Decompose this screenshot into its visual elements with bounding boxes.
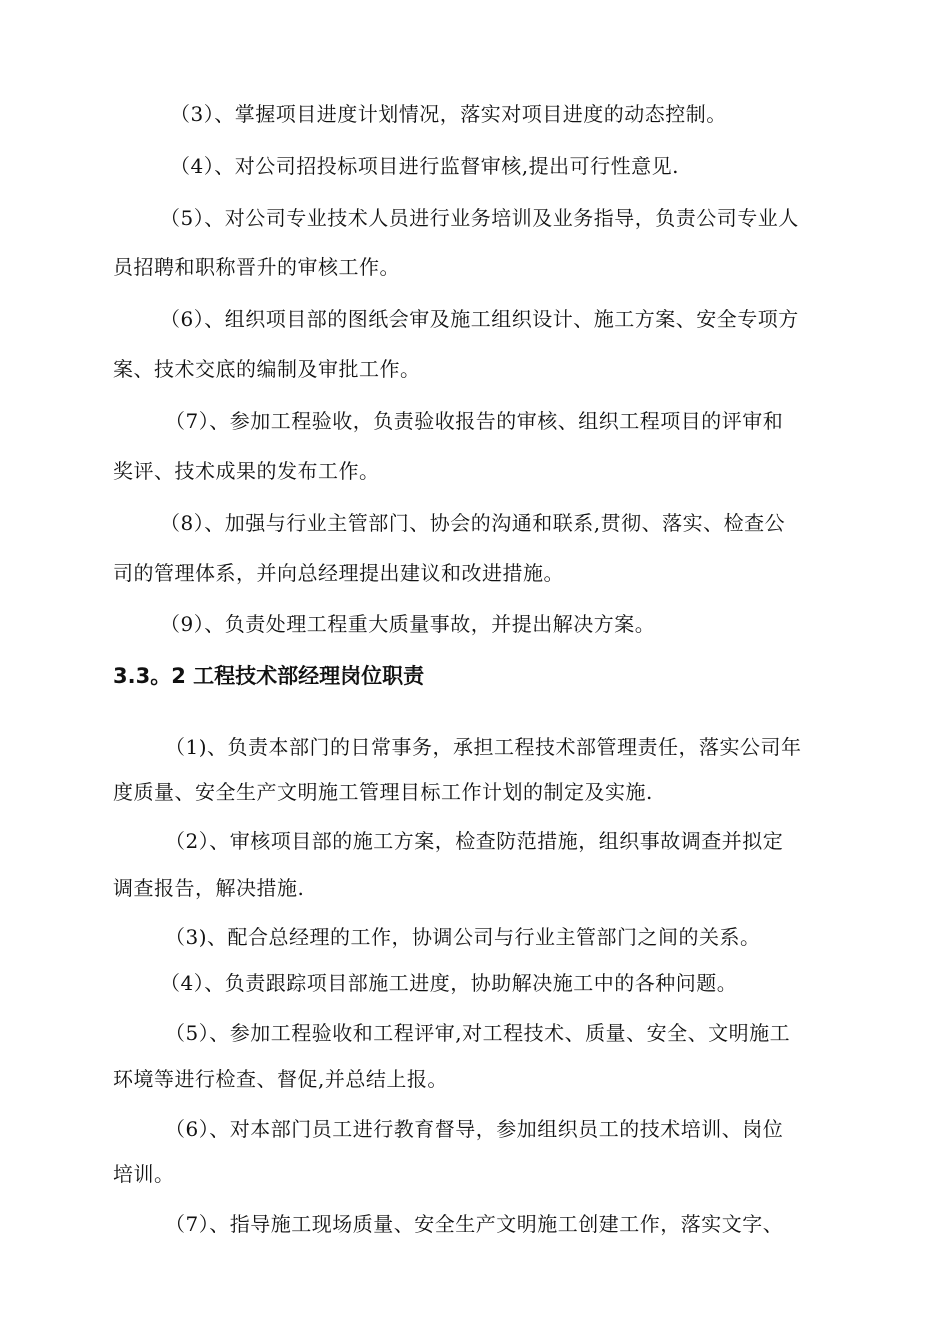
paragraph-line: 调查报告，解决措施. [113,876,305,900]
paragraph-line: （7）、指导施工现场质量、安全生产文明施工创建工作，落实文字、 [165,1212,784,1236]
paragraph-line: （7）、参加工程验收，负责验收报告的审核、组织工程项目的评审和 [165,409,784,433]
paragraph-line: 员招聘和职称晋升的审核工作。 [113,255,400,279]
paragraph-line: （4）、负责跟踪项目部施工进度，协助解决施工中的各种问题。 [160,971,738,995]
paragraph-line: （3）、掌握项目进度计划情况，落实对项目进度的动态控制。 [170,102,727,126]
paragraph-line: （6）、对本部门员工进行教育督导，参加组织员工的技术培训、岗位 [165,1117,784,1141]
paragraph-line: （9）、负责处理工程重大质量事故，并提出解决方案。 [160,612,656,636]
paragraph-line: （8）、加强与行业主管部门、协会的沟通和联系,贯彻、落实、检查公 [160,511,786,535]
section-heading: 3.3。2 工程技术部经理岗位职责 [113,664,425,688]
paragraph-line: （6）、组织项目部的图纸会审及施工组织设计、施工方案、安全专项方 [160,307,799,331]
paragraph-line: 度质量、安全生产文明施工管理目标工作计划的制定及实施. [113,780,653,804]
paragraph-line: 环境等进行检查、督促,并总结上报。 [113,1067,448,1091]
paragraph-line: （3)、配合总经理的工作，协调公司与行业主管部门之间的关系。 [165,925,761,949]
paragraph-line: （2）、审核项目部的施工方案，检查防范措施，组织事故调查并拟定 [165,829,784,853]
paragraph-line: 培训。 [113,1162,175,1186]
paragraph-line: （5）、对公司专业技术人员进行业务培训及业务指导，负责公司专业人 [160,206,799,230]
paragraph-line: 奖评、技术成果的发布工作。 [113,459,380,483]
paragraph-line: （5）、参加工程验收和工程评审,对工程技术、质量、安全、文明施工 [165,1021,791,1045]
paragraph-line: （4）、对公司招投标项目进行监督审核,提出可行性意见. [170,154,679,178]
paragraph-line: 案、技术交底的编制及审批工作。 [113,357,421,381]
paragraph-line: （1)、负责本部门的日常事务，承担工程技术部管理责任，落实公司年 [165,735,802,759]
paragraph-line: 司的管理体系，并向总经理提出建议和改进措施。 [113,561,564,585]
